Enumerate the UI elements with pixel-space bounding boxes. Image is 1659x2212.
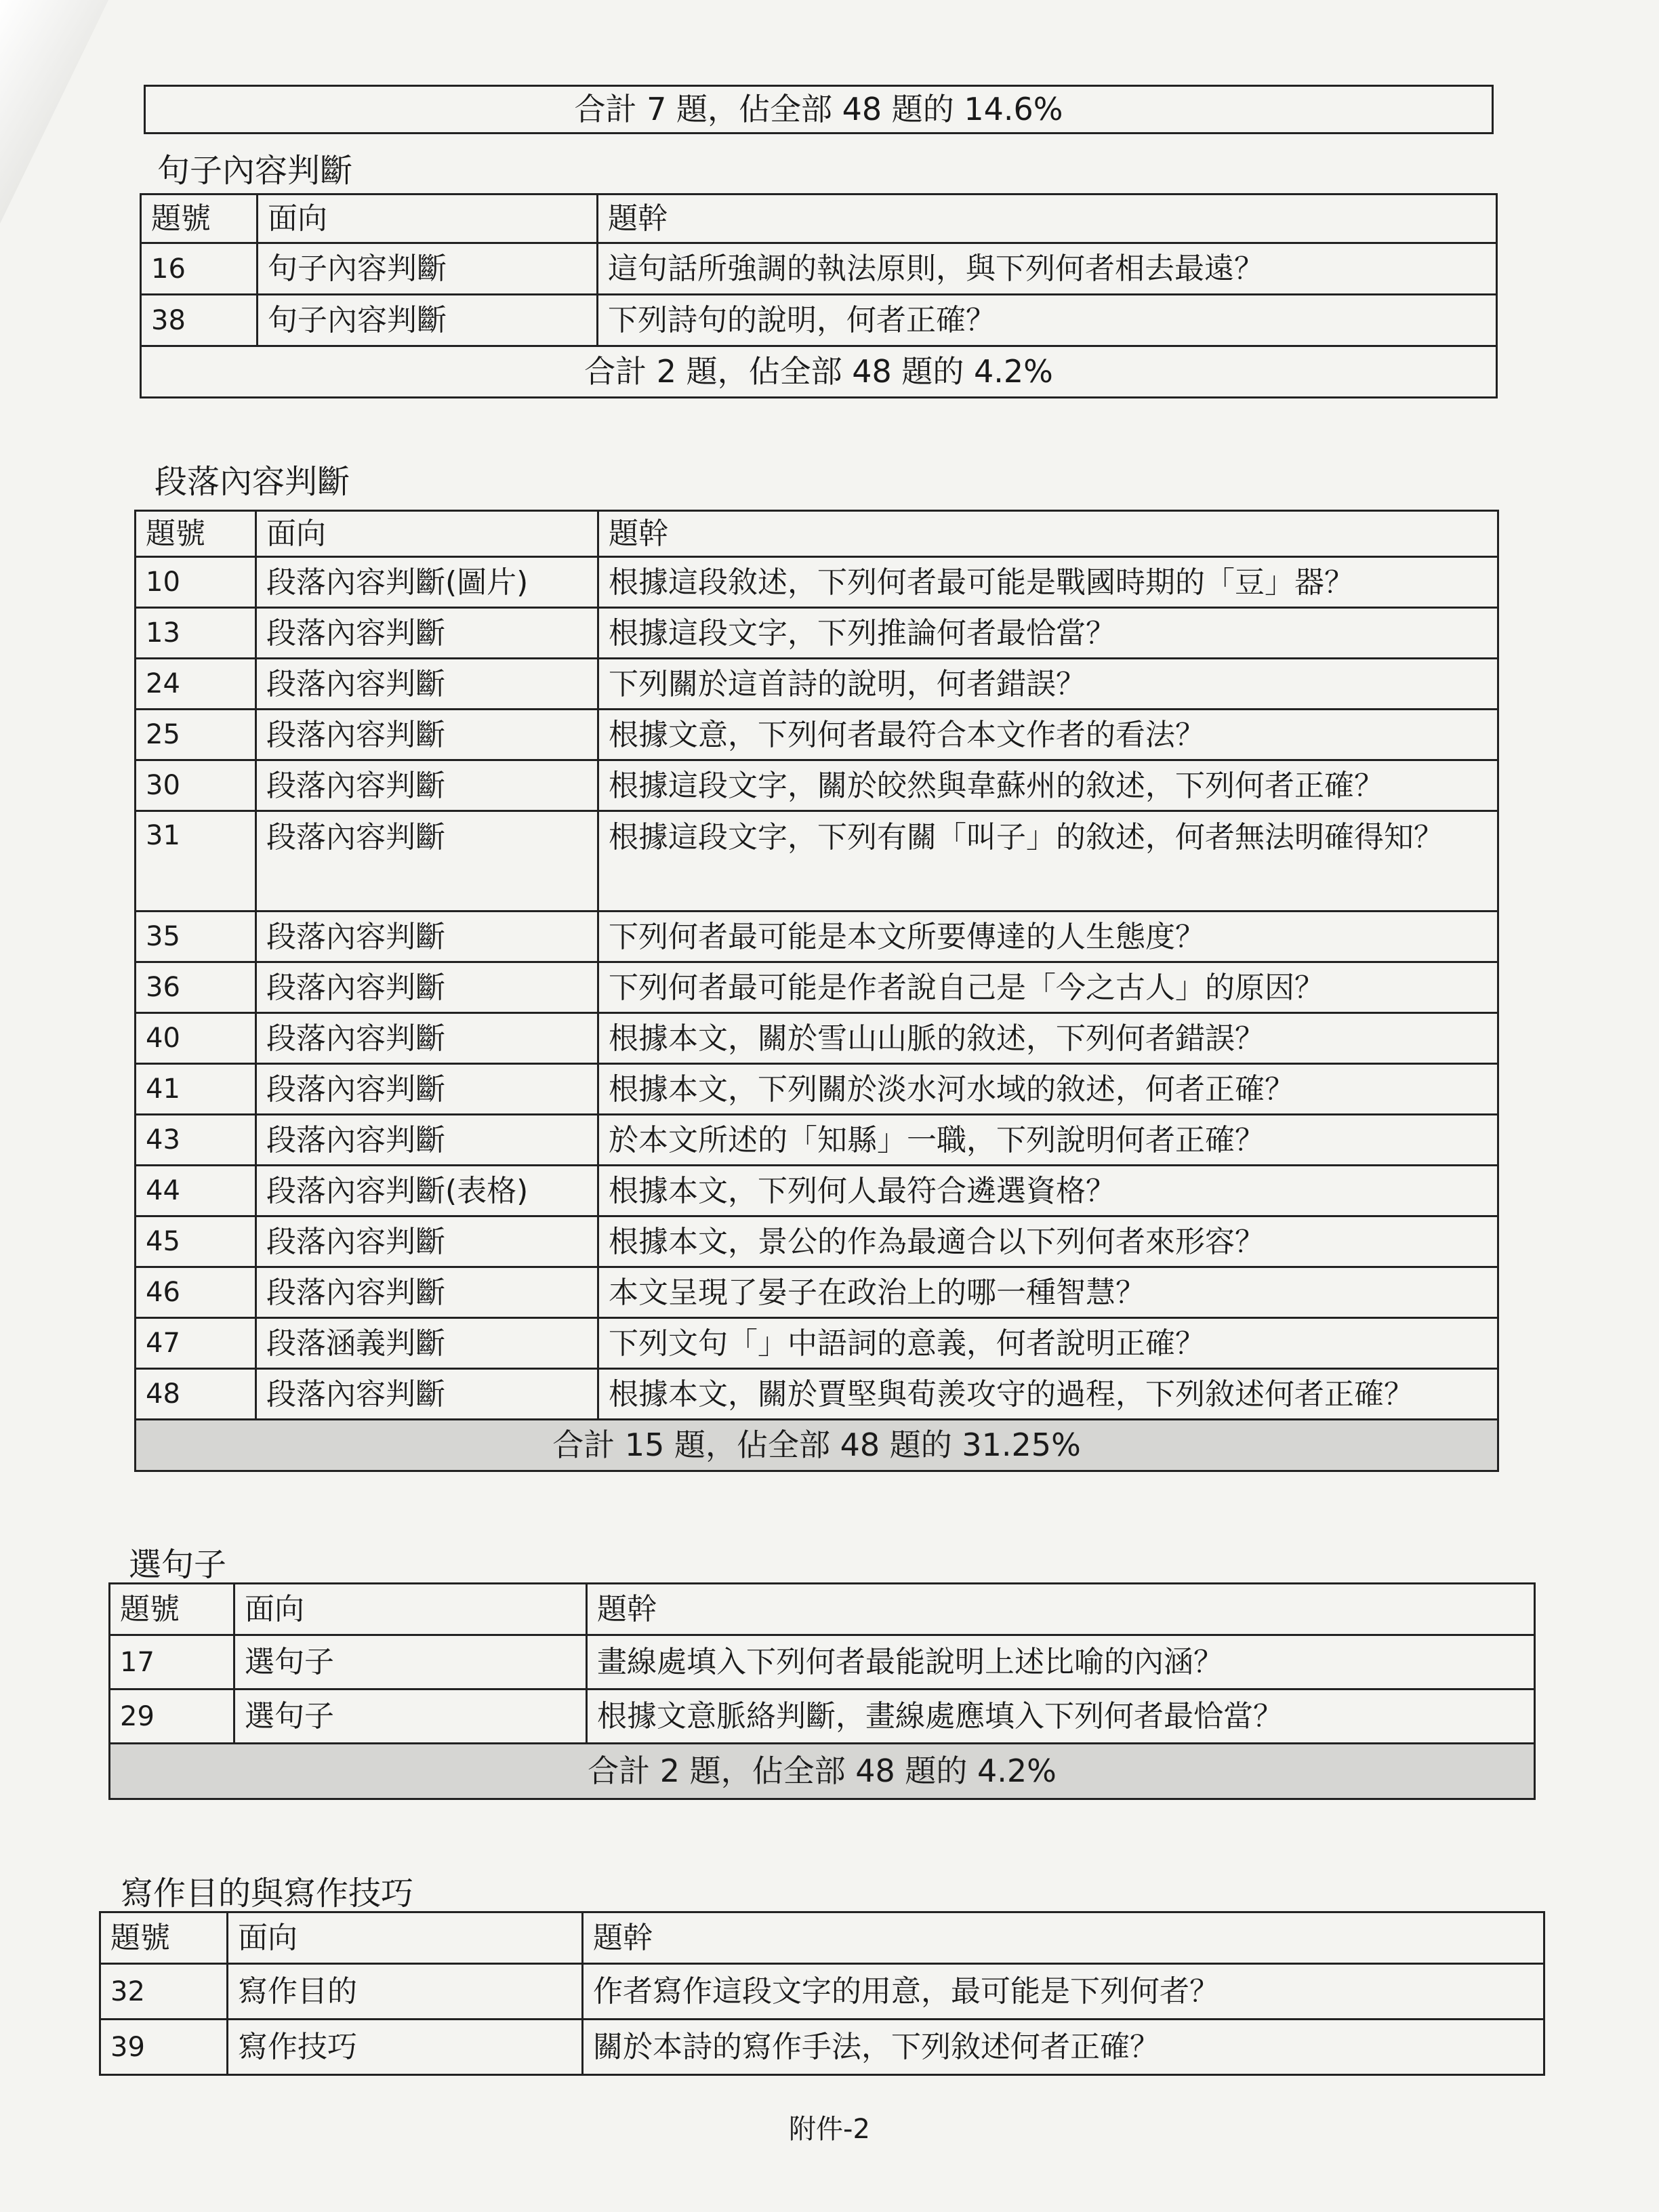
table-row bbox=[100, 1964, 1544, 2020]
question-stem: 根據這段敘述，下列何者最可能是戰國時期的「豆」器？ bbox=[598, 557, 1498, 608]
header-stem: 題幹 bbox=[598, 194, 1497, 243]
question-stem: 本文呈現了晏子在政治上的哪一種智慧？ bbox=[598, 1267, 1498, 1318]
header-no: 題號 bbox=[110, 1584, 234, 1635]
question-aspect: 選句子 bbox=[234, 1689, 587, 1744]
question-stem: 這句話所強調的執法原則，與下列何者相去最遠？ bbox=[598, 243, 1497, 295]
question-stem: 根據文意脈絡判斷，畫線處應填入下列何者最恰當？ bbox=[587, 1689, 1535, 1744]
question-number: 47 bbox=[136, 1318, 256, 1369]
section-table bbox=[108, 1582, 1536, 1800]
table-row bbox=[136, 962, 1498, 1013]
question-number: 30 bbox=[136, 760, 256, 811]
header-row bbox=[100, 1912, 1544, 1964]
table-row bbox=[141, 295, 1497, 346]
question-stem: 根據本文，景公的作為最適合以下列何者來形容？ bbox=[598, 1216, 1498, 1267]
table-row bbox=[136, 760, 1498, 811]
table-row bbox=[136, 608, 1498, 659]
question-stem: 根據本文，關於雪山山脈的敘述，下列何者錯誤？ bbox=[598, 1013, 1498, 1064]
table-row bbox=[136, 1013, 1498, 1064]
question-number: 31 bbox=[136, 811, 256, 912]
question-aspect: 句子內容判斷 bbox=[258, 243, 598, 295]
question-number: 44 bbox=[136, 1166, 256, 1216]
question-stem: 下列何者最可能是本文所要傳達的人生態度？ bbox=[598, 912, 1498, 962]
total-row bbox=[110, 1744, 1535, 1799]
header-aspect: 面向 bbox=[234, 1584, 587, 1635]
question-number: 40 bbox=[136, 1013, 256, 1064]
question-stem: 關於本詩的寫作手法，下列敘述何者正確？ bbox=[583, 2020, 1544, 2075]
header-no: 題號 bbox=[141, 194, 258, 243]
header-aspect: 面向 bbox=[256, 511, 598, 557]
question-stem: 於本文所述的「知縣」一職，下列說明何者正確？ bbox=[598, 1115, 1498, 1166]
table-row bbox=[141, 243, 1497, 295]
question-aspect: 句子內容判斷 bbox=[258, 295, 598, 346]
question-number: 41 bbox=[136, 1064, 256, 1115]
question-aspect: 段落涵義判斷 bbox=[256, 1318, 598, 1369]
question-number: 25 bbox=[136, 710, 256, 760]
question-aspect: 寫作目的 bbox=[228, 1964, 583, 2020]
question-aspect: 段落內容判斷 bbox=[256, 962, 598, 1013]
table-row bbox=[136, 1216, 1498, 1267]
question-stem: 根據這段文字，關於皎然與韋蘇州的敘述，下列何者正確？ bbox=[598, 760, 1498, 811]
total-row bbox=[136, 1420, 1498, 1471]
question-aspect: 段落內容判斷 bbox=[256, 1064, 598, 1115]
header-stem: 題幹 bbox=[587, 1584, 1535, 1635]
question-aspect: 段落內容判斷(圖片) bbox=[256, 557, 598, 608]
question-number: 39 bbox=[100, 2020, 228, 2075]
question-stem: 下列何者最可能是作者說自己是「今之古人」的原因？ bbox=[598, 962, 1498, 1013]
question-stem: 下列關於這首詩的說明，何者錯誤？ bbox=[598, 659, 1498, 710]
header-row bbox=[136, 511, 1498, 557]
table-row bbox=[136, 557, 1498, 608]
question-stem: 作者寫作這段文字的用意，最可能是下列何者？ bbox=[583, 1964, 1544, 2020]
top-total-table bbox=[144, 85, 1494, 134]
table-row bbox=[136, 1369, 1498, 1420]
question-aspect: 段落內容判斷 bbox=[256, 1267, 598, 1318]
header-row bbox=[141, 194, 1497, 243]
table-row bbox=[110, 1689, 1535, 1744]
total-cell: 合計 2 題，佔全部 48 題的 4.2% bbox=[141, 346, 1497, 398]
total-row bbox=[145, 86, 1493, 134]
table-row bbox=[136, 811, 1498, 912]
question-aspect: 段落內容判斷 bbox=[256, 710, 598, 760]
question-number: 38 bbox=[141, 295, 258, 346]
table-row bbox=[136, 1267, 1498, 1318]
question-number: 35 bbox=[136, 912, 256, 962]
section-title: 寫作目的與寫作技巧 bbox=[121, 1875, 414, 1912]
header-aspect: 面向 bbox=[258, 194, 598, 243]
question-stem: 畫線處填入下列何者最能說明上述比喻的內涵？ bbox=[587, 1635, 1535, 1689]
question-number: 43 bbox=[136, 1115, 256, 1166]
question-aspect: 選句子 bbox=[234, 1635, 587, 1689]
section-title: 段落內容判斷 bbox=[155, 463, 350, 501]
question-number: 10 bbox=[136, 557, 256, 608]
question-stem: 根據這段文字，下列推論何者最恰當？ bbox=[598, 608, 1498, 659]
total-cell: 合計 15 題，佔全部 48 題的 31.25% bbox=[136, 1420, 1498, 1471]
page-curl bbox=[0, 0, 108, 224]
header-no: 題號 bbox=[136, 511, 256, 557]
question-number: 48 bbox=[136, 1369, 256, 1420]
header-aspect: 面向 bbox=[228, 1912, 583, 1964]
question-stem: 根據本文，下列何人最符合遴選資格？ bbox=[598, 1166, 1498, 1216]
section-table bbox=[140, 193, 1498, 398]
question-aspect: 段落內容判斷 bbox=[256, 1115, 598, 1166]
question-number: 32 bbox=[100, 1964, 228, 2020]
table-row bbox=[110, 1635, 1535, 1689]
question-aspect: 段落內容判斷 bbox=[256, 811, 598, 912]
header-row bbox=[110, 1584, 1535, 1635]
section-table bbox=[99, 1911, 1545, 2076]
total-row bbox=[141, 346, 1497, 398]
question-aspect: 段落內容判斷 bbox=[256, 912, 598, 962]
question-aspect: 寫作技巧 bbox=[228, 2020, 583, 2075]
table-row bbox=[136, 1064, 1498, 1115]
question-number: 13 bbox=[136, 608, 256, 659]
table-row bbox=[136, 659, 1498, 710]
question-stem: 根據本文，關於賈堅與荀羨攻守的過程，下列敘述何者正確？ bbox=[598, 1369, 1498, 1420]
question-aspect: 段落內容判斷 bbox=[256, 760, 598, 811]
question-number: 24 bbox=[136, 659, 256, 710]
section-title: 選句子 bbox=[129, 1546, 227, 1584]
table-row bbox=[136, 710, 1498, 760]
question-stem: 根據本文，下列關於淡水河水域的敘述，何者正確？ bbox=[598, 1064, 1498, 1115]
table-row bbox=[136, 1318, 1498, 1369]
table-row bbox=[136, 1166, 1498, 1216]
question-number: 45 bbox=[136, 1216, 256, 1267]
page-footer: 附件-2 bbox=[789, 2114, 870, 2145]
header-stem: 題幹 bbox=[583, 1912, 1544, 1964]
question-number: 16 bbox=[141, 243, 258, 295]
header-stem: 題幹 bbox=[598, 511, 1498, 557]
question-stem: 根據文意，下列何者最符合本文作者的看法？ bbox=[598, 710, 1498, 760]
question-aspect: 段落內容判斷 bbox=[256, 1013, 598, 1064]
question-number: 29 bbox=[110, 1689, 234, 1744]
total-cell: 合計 2 題，佔全部 48 題的 4.2% bbox=[110, 1744, 1535, 1799]
total-cell: 合計 7 題，佔全部 48 題的 14.6% bbox=[145, 86, 1493, 134]
question-stem: 下列文句「」中語詞的意義，何者說明正確？ bbox=[598, 1318, 1498, 1369]
section-title: 句子內容判斷 bbox=[157, 152, 353, 190]
table-row bbox=[136, 912, 1498, 962]
question-aspect: 段落內容判斷 bbox=[256, 1369, 598, 1420]
question-aspect: 段落內容判斷 bbox=[256, 1216, 598, 1267]
question-stem: 下列詩句的說明，何者正確？ bbox=[598, 295, 1497, 346]
question-number: 46 bbox=[136, 1267, 256, 1318]
question-aspect: 段落內容判斷 bbox=[256, 659, 598, 710]
question-number: 36 bbox=[136, 962, 256, 1013]
header-no: 題號 bbox=[100, 1912, 228, 1964]
table-row bbox=[136, 1115, 1498, 1166]
table-row bbox=[100, 2020, 1544, 2075]
question-aspect: 段落內容判斷(表格) bbox=[256, 1166, 598, 1216]
section-table bbox=[134, 510, 1499, 1472]
question-aspect: 段落內容判斷 bbox=[256, 608, 598, 659]
question-stem: 根據這段文字，下列有關「叫子」的敘述，何者無法明確得知？ bbox=[598, 811, 1498, 912]
question-number: 17 bbox=[110, 1635, 234, 1689]
